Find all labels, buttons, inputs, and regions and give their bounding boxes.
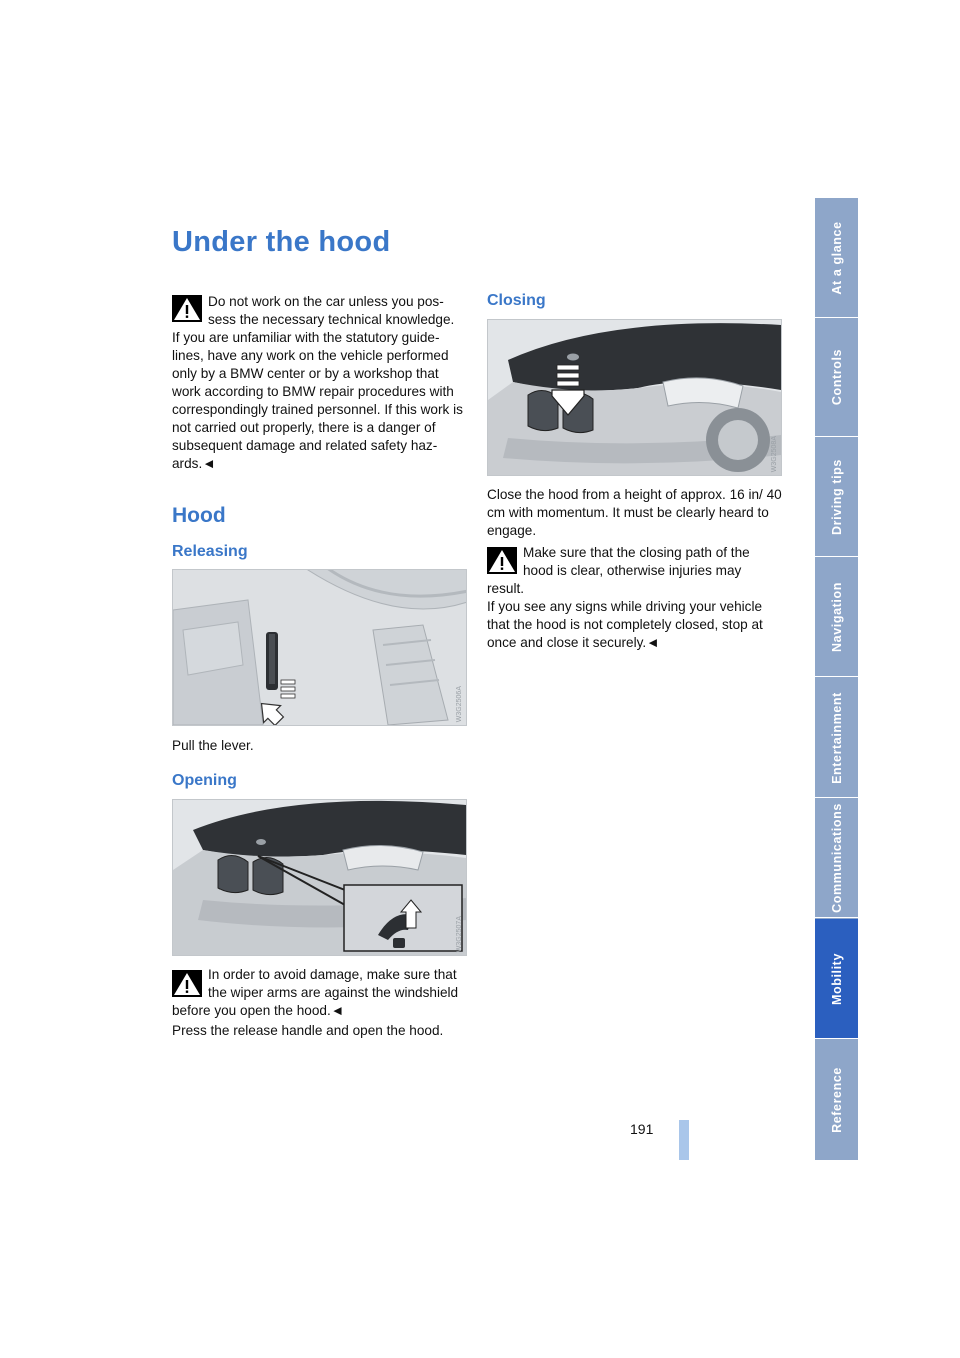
subheading-releasing: Releasing (172, 543, 248, 560)
closing-figure (487, 319, 782, 476)
tab-controls[interactable]: Controls (815, 317, 858, 437)
section-nav-tabs (815, 198, 858, 1160)
intro-warning-text: Do not work on the car unless you pos- sess the necessary technical knowledge. If you are unfamiliar with the statutory guide-lines, have any work on the vehicle performed only by a BMW center or by a workshop that work according to BMW repair procedures with correspondingly trained personnel. If this work is not carried out properly, there is a danger of subsequent damage and related safety haz-ards.◄ (172, 294, 463, 471)
opening-figure (172, 799, 467, 956)
tab-communications[interactable]: Communications (815, 798, 858, 918)
page-number-bar (679, 1120, 689, 1160)
tab-at-a-glance[interactable]: At a glance (815, 198, 858, 318)
section-heading-hood: Hood (172, 504, 226, 527)
closing-text: Close the hood from a height of approx. 16 in/ 40 cm with momentum. It must be clearly heard to engage. (487, 487, 782, 538)
tab-navigation[interactable]: Navigation (815, 557, 858, 677)
tab-driving-tips[interactable]: Driving tips (815, 437, 858, 557)
figure-code: W3G2506A (456, 685, 463, 722)
releasing-figure (172, 569, 467, 726)
tab-entertainment[interactable]: Entertainment (815, 678, 858, 798)
closing-warning-text: Make sure that the closing path of the hood is clear, otherwise injuries may result. (487, 545, 750, 596)
figure-code: W3G2508A (771, 435, 778, 472)
opening-warning-text: In order to avoid damage, make sure that the wiper arms are against the windshield before you open the hood.◄ (172, 967, 459, 1018)
opening-text: Press the release handle and open the hood. (172, 1023, 444, 1038)
page-number: 191 (630, 1121, 654, 1137)
subheading-opening: Opening (172, 772, 237, 789)
figure-code: W3G2507A (456, 915, 463, 952)
releasing-text: Pull the lever. (172, 738, 254, 753)
subheading-closing: Closing (487, 292, 546, 309)
closing-text-2: If you see any signs while driving your vehicle that the hood is not completely closed, stop at once and close it securely.◄ (487, 599, 763, 650)
tab-reference[interactable]: Reference (829, 1067, 844, 1133)
tab-mobility[interactable]: Mobility (815, 919, 858, 1039)
page-title: Under the hood (172, 226, 391, 258)
